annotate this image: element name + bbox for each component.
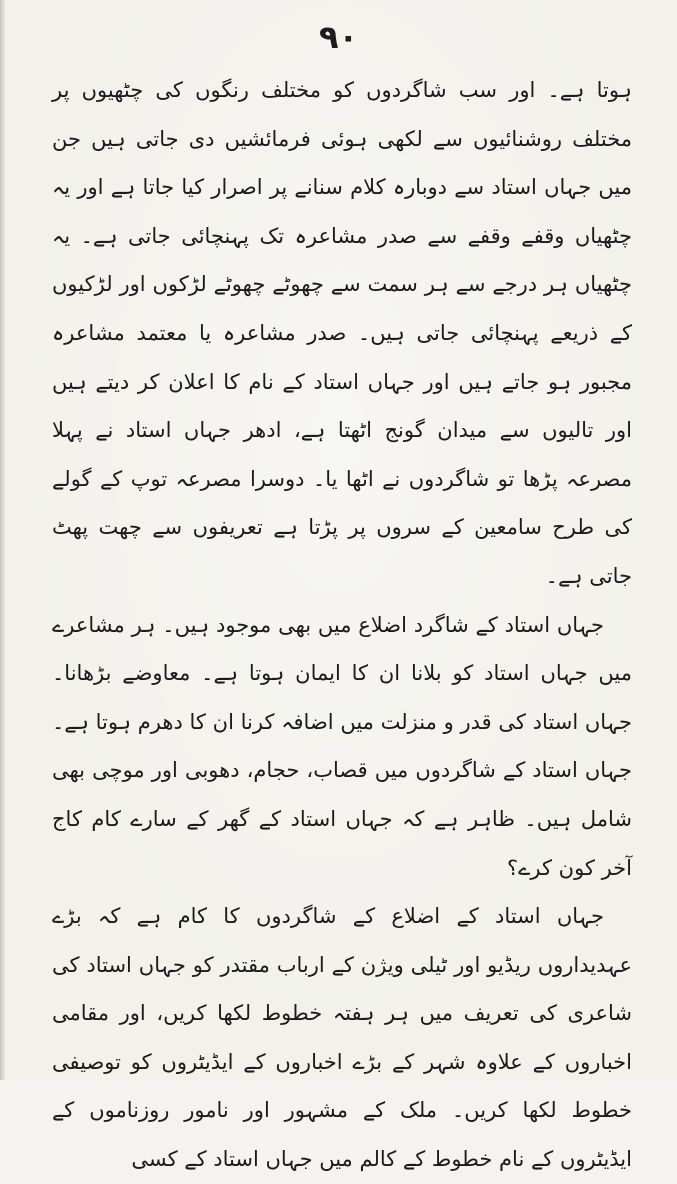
paragraph-2: جہاں استاد کے شاگرد اضلاع میں بھی موجود ہیں۔ ہر مشاعرے میں جہاں استاد کو بلانا ان کا ایمان ہوتا ہے۔ معاوضے بڑھانا۔ جہاں استاد کی قدر و منزلت میں اضافہ کرنا ان کا دھرم ہوتا ہے۔ جہاں استاد کے شاگردوں میں قصاب، حجام، دھوبی اور موچی بھی شامل ہیں۔ ظاہر ہے کہ جہاں استاد کے گھر کے سارے کام کاج آخر کون کرے؟	[52, 612, 632, 880]
page-number: ۹۰	[318, 18, 359, 56]
paragraph-1: ہوتا ہے۔ اور سب شاگردوں کو مختلف رنگوں کی چٹھیوں پر مختلف روشنائیوں سے لکھی ہوئی فرمائشیں دی جاتی ہیں جن میں جہاں استاد سے دوبارہ کلام سنانے پر اصرار کیا جاتا ہے اور یہ چٹھیاں وقفے وقفے سے صدر مشاعرہ تک پہنچائی جاتی ہے۔ یہ چٹھیاں ہر درجے سے ہر سمت سے چھوٹے چھوٹے لڑکوں اور لڑکیوں کے ذریعے پہنچائی جاتی ہیں۔ صدر مشاعرہ یا معتمد مشاعرہ مجبور ہو جاتے ہیں اور جہاں استاد کے نام کا اعلان کر دیتے ہیں اور تالیوں سے میدان گونج اٹھتا ہے، ادھر جہاں استاد نے پہلا مصرعہ پڑھا تو شاگردوں نے اٹھا یا۔ دوسرا مصرعہ توپ کے گولے کی طرح سامعین کے سروں پر پڑتا ہے تعریفوں سے چھت پھٹ جاتی ہے۔	[52, 78, 632, 588]
page-edge-shadow	[0, 0, 6, 1080]
page-body-text	[52, 66, 632, 1184]
paragraph-3: جہاں استاد کے اضلاع کے شاگردوں کا کام ہے کہ بڑے عہدیداروں ریڈیو اور ٹیلی ویژن کے ارباب مقتدر کو جہاں استاد کی شاعری کی تعریف میں ہر ہفتہ خطوط لکھا کریں، اور مقامی اخباروں کے علاوہ شہر کے بڑے اخباروں کے ایڈیٹروں کو توصیفی خطوط لکھا کریں۔ ملک کے مشہور اور نامور روزناموں کے ایڈیٹروں کے نام خطوط کے کالم میں جہاں استاد کے کسی	[52, 904, 632, 1172]
